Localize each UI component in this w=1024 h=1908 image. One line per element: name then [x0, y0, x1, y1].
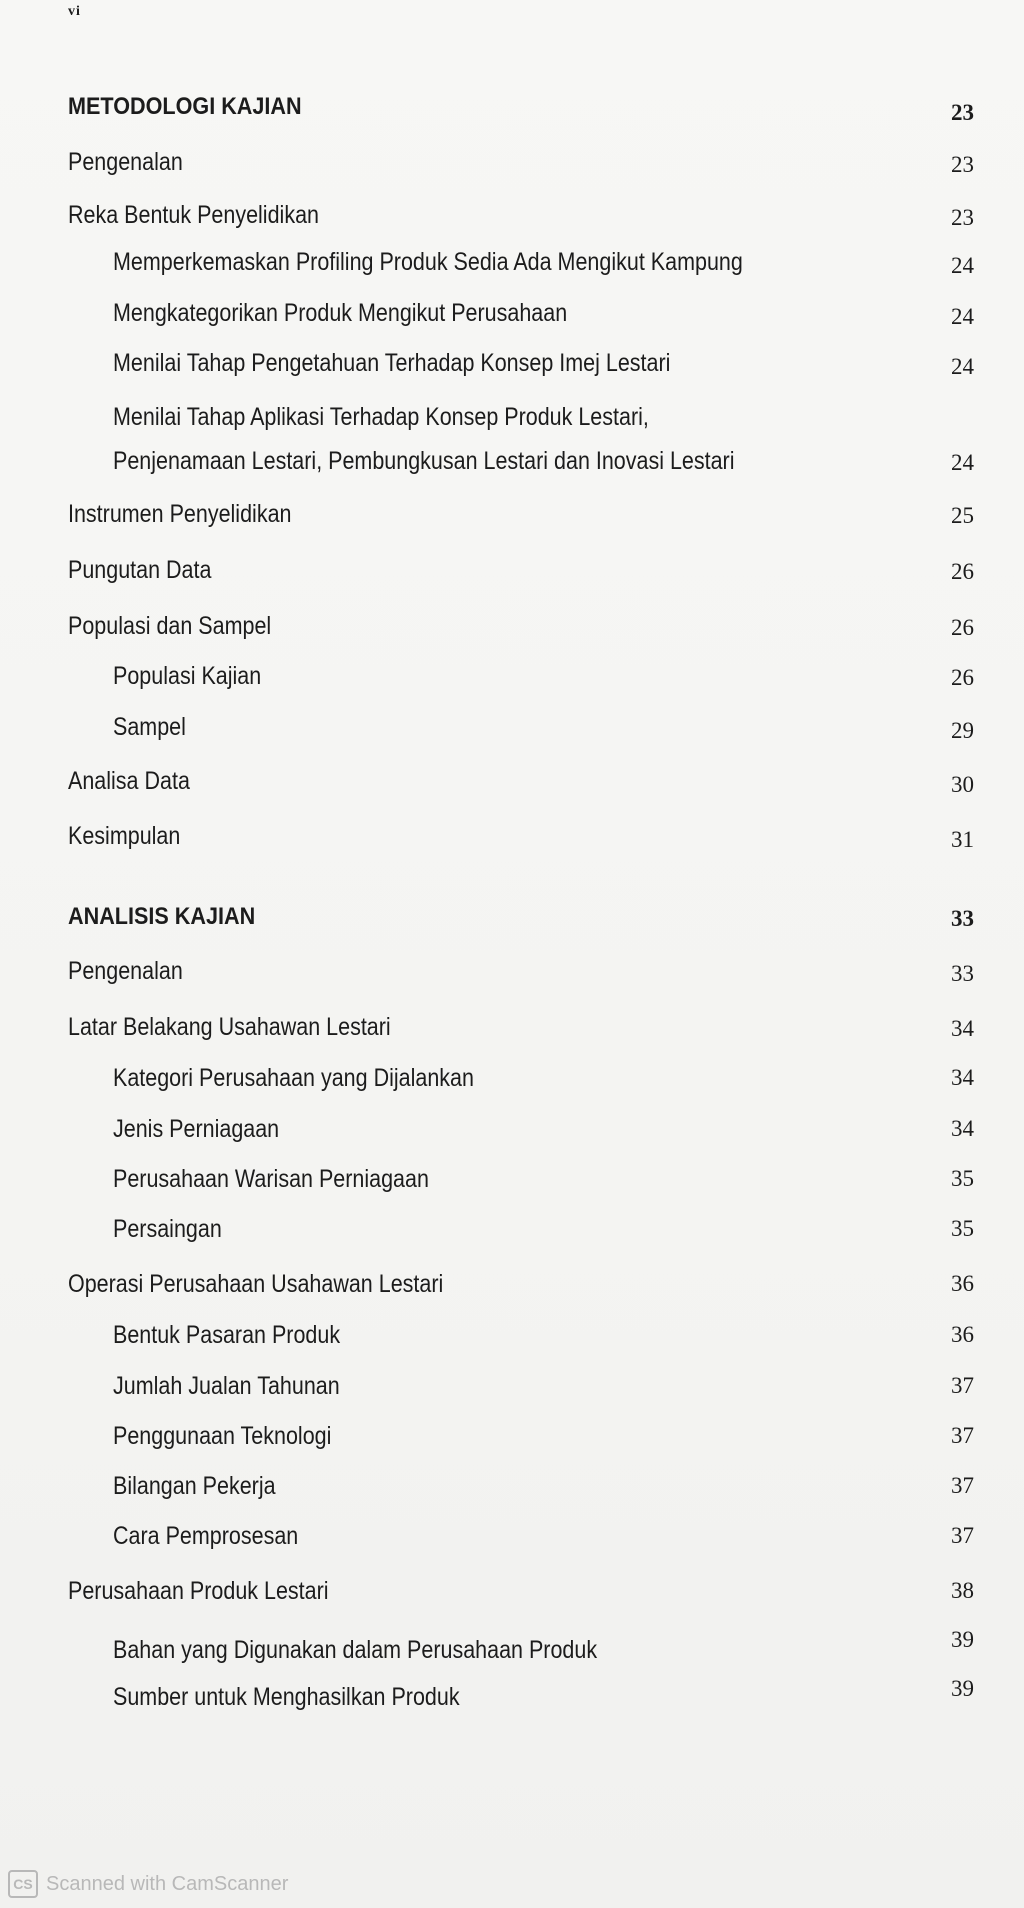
toc-title: Jumlah Jualan Tahunan: [113, 1372, 340, 1400]
toc-title: Perusahaan Produk Lestari: [68, 1577, 329, 1605]
toc-subentry: [0, 1419, 1024, 1459]
page-number: vi: [68, 4, 81, 19]
watermark-text: Scanned with CamScanner: [46, 1872, 289, 1895]
toc-subentry: [0, 1212, 1024, 1252]
toc-page: 33: [951, 906, 974, 931]
toc-page: 29: [951, 718, 974, 743]
toc-title: Memperkemaskan Profiling Produk Sedia Ada Mengikut Kampung: [113, 248, 743, 276]
toc-title: Populasi dan Sampel: [68, 612, 272, 640]
toc-subentry: [0, 396, 1024, 486]
toc-entry: [0, 609, 1024, 649]
toc-page: 23: [951, 152, 974, 177]
toc-page: 24: [951, 304, 974, 329]
toc-page: 37: [951, 1473, 974, 1498]
toc-title-line1: Menilai Tahap Aplikasi Terhadap Konsep Produk Lestari,: [113, 403, 649, 431]
toc-page: 33: [951, 961, 974, 986]
toc-entry: [0, 1574, 1024, 1614]
toc-title: Bahan yang Digunakan dalam Perusahaan Produk: [113, 1636, 598, 1664]
toc-entry: [0, 954, 1024, 994]
toc-title: ANALISIS KAJIAN: [68, 903, 256, 930]
toc-title: Cara Pemprosesan: [113, 1522, 299, 1550]
toc-page: 36: [951, 1271, 974, 1296]
toc-page: 39: [951, 1676, 974, 1701]
toc-subentry: [0, 659, 1024, 699]
toc-title: Persaingan: [113, 1215, 222, 1243]
toc-page: 38: [951, 1578, 974, 1603]
toc-page: 23: [951, 205, 974, 230]
toc-title: Operasi Perusahaan Usahawan Lestari: [68, 1270, 444, 1298]
toc-page: 31: [951, 827, 974, 852]
toc-title: Pengenalan: [68, 957, 183, 985]
toc-subentry: [0, 1469, 1024, 1509]
toc-title: Mengkategorikan Produk Mengikut Perusahaan: [113, 299, 568, 327]
toc-page: 23: [951, 100, 974, 125]
toc-title: Jenis Perniagaan: [113, 1115, 280, 1143]
toc-title: Menilai Tahap Pengetahuan Terhadap Konsep Imej Lestari: [113, 349, 671, 377]
toc-subentry: [0, 1369, 1024, 1409]
toc-title: Sampel: [113, 713, 186, 741]
toc-subentry: [0, 346, 1024, 386]
toc-page: 35: [951, 1166, 974, 1191]
toc-title: Latar Belakang Usahawan Lestari: [68, 1013, 391, 1041]
toc-subentry: [0, 1627, 1024, 1673]
toc-title: Pungutan Data: [68, 556, 212, 584]
toc-entry: [0, 497, 1024, 537]
toc-entry: [0, 1010, 1024, 1050]
toc-page: 35: [951, 1216, 974, 1241]
toc-page: 26: [951, 615, 974, 640]
toc-subentry: [0, 1519, 1024, 1559]
toc-page: 25: [951, 503, 974, 528]
toc-subentry: [0, 1061, 1024, 1101]
toc-entry: [0, 553, 1024, 593]
toc-page: 34: [951, 1065, 974, 1090]
toc-subentry: [0, 1162, 1024, 1202]
toc-title: Populasi Kajian: [113, 662, 262, 690]
toc-page: 26: [951, 559, 974, 584]
toc-page: 24: [951, 450, 974, 475]
toc-title: Bilangan Pekerja: [113, 1472, 276, 1500]
toc-chapter-metodologi: [0, 90, 1024, 130]
toc-page: 37: [951, 1523, 974, 1548]
toc-entry: [0, 764, 1024, 804]
toc-page: 34: [951, 1016, 974, 1041]
toc-title: Instrumen Penyelidikan: [68, 500, 292, 528]
toc-entry: [0, 198, 1024, 238]
toc-page: 24: [951, 354, 974, 379]
toc-page: 26: [951, 665, 974, 690]
toc-page: 30: [951, 772, 974, 797]
toc-title: METODOLOGI KAJIAN: [68, 93, 302, 120]
toc-page: 24: [951, 253, 974, 278]
camscanner-logo-icon: CS: [8, 1870, 38, 1898]
toc-subentry: [0, 1318, 1024, 1358]
toc-title: Penggunaan Teknologi: [113, 1422, 332, 1450]
toc-entry: [0, 145, 1024, 185]
toc-title: Pengenalan: [68, 148, 183, 176]
toc-title: Sumber untuk Menghasilkan Produk: [113, 1683, 460, 1711]
toc-subentry: [0, 245, 1024, 285]
toc-page: 39: [951, 1627, 974, 1652]
toc-page: 37: [951, 1423, 974, 1448]
toc-page: 37: [951, 1373, 974, 1398]
toc-subentry: [0, 1676, 1024, 1720]
toc-title-line2: Penjenamaan Lestari, Pembungkusan Lestari dan Inovasi Lestari: [113, 447, 735, 475]
toc-page: 36: [951, 1322, 974, 1347]
toc-chapter-analisis: [0, 900, 1024, 940]
scanner-watermark: [8, 1870, 288, 1898]
toc-title: Kategori Perusahaan yang Dijalankan: [113, 1064, 474, 1092]
toc-subentry: [0, 296, 1024, 336]
toc-title: Analisa Data: [68, 767, 190, 795]
toc-title: Kesimpulan: [68, 822, 181, 850]
toc-title: Bentuk Pasaran Produk: [113, 1321, 341, 1349]
toc-page: 34: [951, 1116, 974, 1141]
toc-entry: [0, 819, 1024, 859]
toc-subentry: [0, 710, 1024, 750]
toc-subentry: [0, 1112, 1024, 1152]
toc-title: Reka Bentuk Penyelidikan: [68, 201, 319, 229]
toc-entry: [0, 1267, 1024, 1307]
toc-title: Perusahaan Warisan Perniagaan: [113, 1165, 429, 1193]
